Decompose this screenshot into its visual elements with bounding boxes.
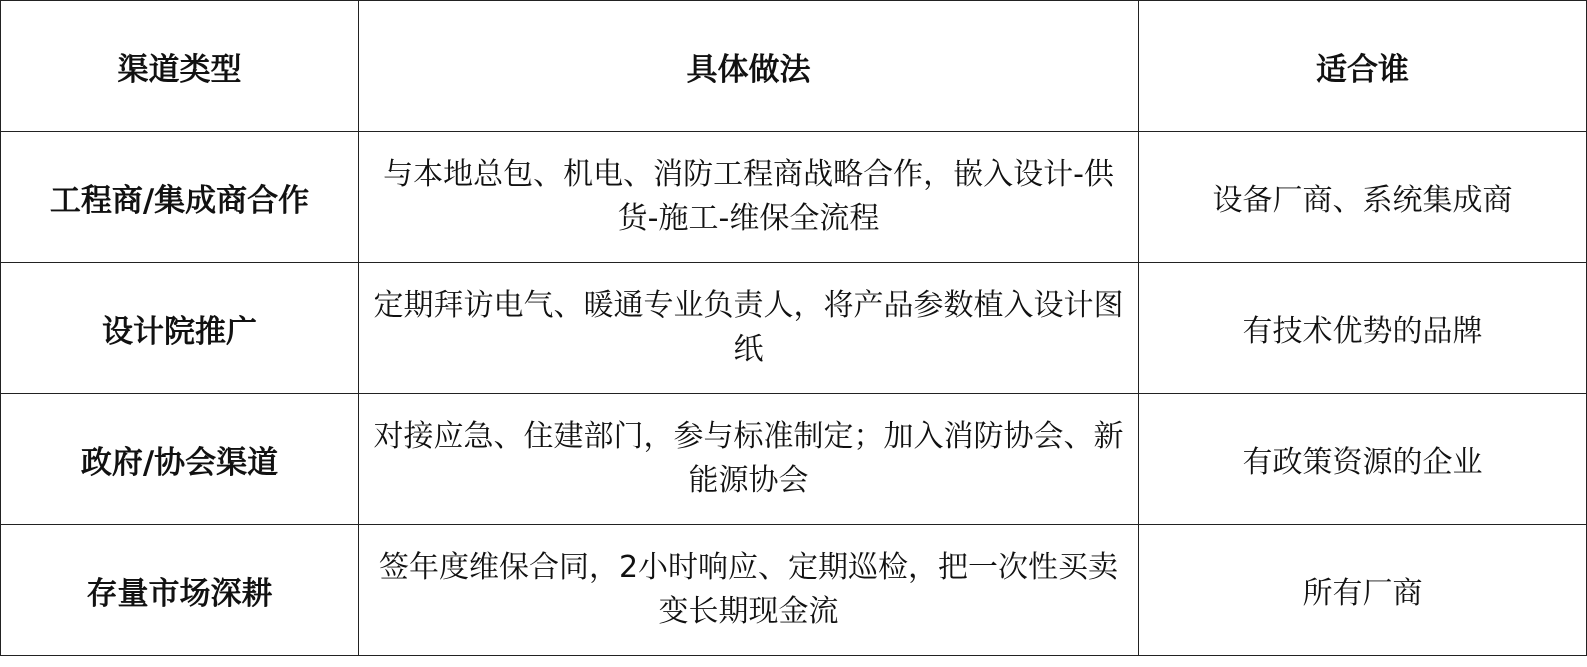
header-row: [1, 1, 1587, 132]
header-method: 具体做法: [359, 1, 1139, 132]
table-row: [1, 132, 1587, 263]
suitable-for-cell: 所有厂商: [1139, 525, 1587, 656]
suitable-for-cell: 有政策资源的企业: [1139, 394, 1587, 525]
suitable-for-cell: 有技术优势的品牌: [1139, 263, 1587, 394]
table-header: [1, 1, 1587, 132]
table-row: [1, 394, 1587, 525]
method-cell: 对接应急、住建部门，参与标准制定；加入消防协会、新能源协会: [359, 394, 1139, 525]
header-suitable-for: 适合谁: [1139, 1, 1587, 132]
channel-type-cell: 存量市场深耕: [1, 525, 359, 656]
method-cell: 签年度维保合同，2小时响应、定期巡检，把一次性买卖变长期现金流: [359, 525, 1139, 656]
suitable-for-cell: 设备厂商、系统集成商: [1139, 132, 1587, 263]
channel-type-cell: 政府/协会渠道: [1, 394, 359, 525]
method-cell: 定期拜访电气、暖通专业负责人，将产品参数植入设计图纸: [359, 263, 1139, 394]
channel-type-cell: 设计院推广: [1, 263, 359, 394]
table-row: [1, 525, 1587, 656]
header-channel-type: 渠道类型: [1, 1, 359, 132]
table-body: [1, 132, 1587, 656]
table-row: [1, 263, 1587, 394]
method-cell: 与本地总包、机电、消防工程商战略合作，嵌入设计-供货-施工-维保全流程: [359, 132, 1139, 263]
channel-type-cell: 工程商/集成商合作: [1, 132, 359, 263]
